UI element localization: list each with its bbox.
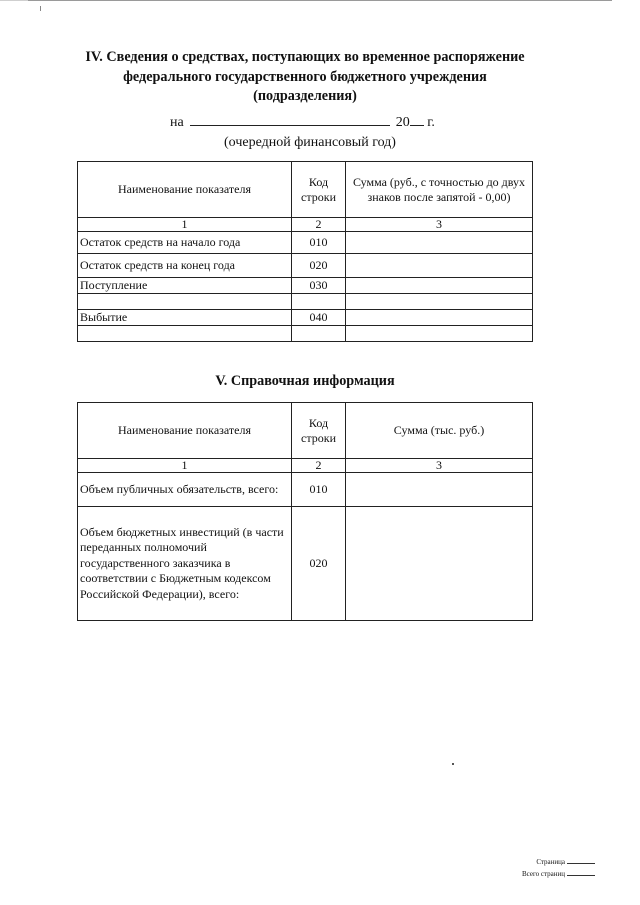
table-row bbox=[78, 294, 533, 310]
row-code: 020 bbox=[292, 507, 346, 621]
scan-edge-top bbox=[28, 0, 612, 1]
total-pages-line bbox=[485, 868, 595, 880]
table-row bbox=[78, 473, 533, 507]
header-name: Наименование показателя bbox=[78, 162, 292, 218]
table-number-row bbox=[78, 459, 533, 473]
total-pages-blank[interactable] bbox=[567, 868, 595, 876]
table-number-row bbox=[78, 218, 533, 232]
row-code: 010 bbox=[292, 473, 346, 507]
header-sum: Сумма (руб., с точностью до двух знаков после запятой - 0,00) bbox=[346, 162, 533, 218]
section5-title: V. Справочная информация bbox=[215, 373, 395, 389]
header-name: Наименование показателя bbox=[78, 403, 292, 459]
table-header-row bbox=[78, 403, 533, 459]
row-name: Остаток средств на конец года bbox=[78, 254, 292, 278]
row-code: 040 bbox=[292, 310, 346, 326]
col-number: 3 bbox=[346, 218, 533, 232]
row-name: Объем бюджетных инвестиций (в части переданных полномочий государственного заказчика в соответствии с Бюджетным кодексом Российской Федерации), всего: bbox=[78, 507, 292, 621]
row-name: Выбытие bbox=[78, 310, 292, 326]
section5-table bbox=[77, 402, 533, 621]
col-number: 1 bbox=[78, 459, 292, 473]
row-sum[interactable] bbox=[346, 278, 533, 294]
row-name: Объем публичных обязательств, всего: bbox=[78, 473, 292, 507]
year-blank bbox=[410, 113, 424, 126]
col-number: 3 bbox=[346, 459, 533, 473]
row-sum[interactable] bbox=[346, 254, 533, 278]
period-line bbox=[170, 113, 450, 132]
row-sum[interactable] bbox=[346, 232, 533, 254]
row-name: Остаток средств на начало года bbox=[78, 232, 292, 254]
row-sum[interactable] bbox=[346, 473, 533, 507]
row-code: 020 bbox=[292, 254, 346, 278]
period-prefix: на bbox=[170, 115, 184, 130]
page-label: Страница bbox=[536, 858, 565, 866]
table-row bbox=[78, 326, 533, 342]
scan-edge-left bbox=[0, 0, 28, 1]
row-code bbox=[292, 294, 346, 310]
page-footer bbox=[485, 856, 595, 880]
table-header-row bbox=[78, 162, 533, 218]
table-row bbox=[78, 310, 533, 326]
row-sum[interactable] bbox=[346, 507, 533, 621]
scan-speck bbox=[452, 763, 454, 765]
col-number: 1 bbox=[78, 218, 292, 232]
row-code: 010 bbox=[292, 232, 346, 254]
col-number: 2 bbox=[292, 459, 346, 473]
row-code: 030 bbox=[292, 278, 346, 294]
period-caption: (очередной финансовый год) bbox=[224, 135, 396, 150]
header-code: Код строки bbox=[292, 162, 346, 218]
section4-title: IV. Сведения о средствах, поступающих во временное распоряжение федерального государственного бюджетного учреждения (подразделения) bbox=[85, 49, 525, 104]
scan-mark bbox=[40, 6, 41, 11]
header-code: Код строки bbox=[292, 403, 346, 459]
section4-table bbox=[77, 161, 533, 342]
row-sum[interactable] bbox=[346, 310, 533, 326]
table-row bbox=[78, 232, 533, 254]
table-row bbox=[78, 254, 533, 278]
row-name bbox=[78, 326, 292, 342]
year-prefix: 20 bbox=[395, 115, 410, 130]
table-row bbox=[78, 507, 533, 621]
row-name bbox=[78, 294, 292, 310]
year-suffix: г. bbox=[427, 115, 435, 130]
total-label: Всего страниц bbox=[521, 870, 565, 878]
table-row bbox=[78, 278, 533, 294]
header-sum: Сумма (тыс. руб.) bbox=[346, 403, 533, 459]
row-name: Поступление bbox=[78, 278, 292, 294]
page-number-blank[interactable] bbox=[567, 856, 595, 864]
row-code bbox=[292, 326, 346, 342]
period-blank bbox=[190, 113, 390, 126]
row-sum[interactable] bbox=[346, 326, 533, 342]
col-number: 2 bbox=[292, 218, 346, 232]
page-number-line bbox=[485, 856, 595, 868]
row-sum[interactable] bbox=[346, 294, 533, 310]
